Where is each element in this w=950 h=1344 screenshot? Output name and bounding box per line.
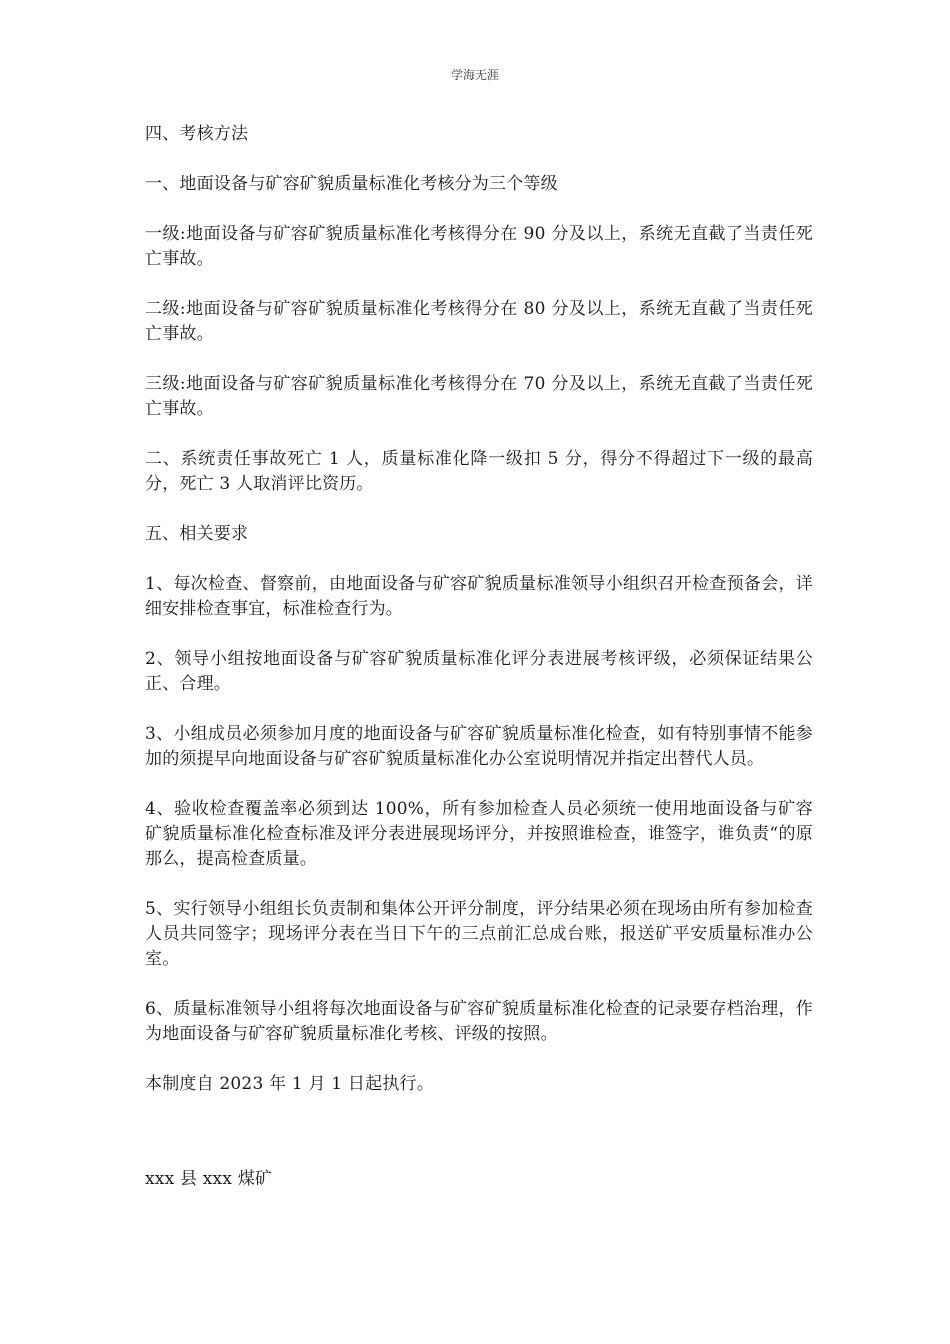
paragraph: 三级:地面设备与矿容矿貌质量标准化考核得分在 70 分及以上，系统无直截了当责任死亡事故。	[145, 374, 813, 419]
paragraph: 1、每次检查、督察前，由地面设备与矿容矿貌质量标准领导小组织召开检查预备会，详细安排检查事宜，标准检查行为。	[145, 574, 813, 619]
paragraph: 3、小组成员必须参加月度的地面设备与矿容矿貌质量标准化检查，如有特别事情不能参加的须提早向地面设备与矿容矿貌质量标准化办公室说明情况并指定出替代人员。	[145, 724, 813, 769]
paragraph: 2、领导小组按地面设备与矿容矿貌质量标准化评分表进展考核评级，必须保证结果公正、合理。	[145, 649, 813, 694]
effective-date: 本制度自 2023 年 1 月 1 日起执行。	[145, 1074, 434, 1094]
paragraph: 二级:地面设备与矿容矿貌质量标准化考核得分在 80 分及以上，系统无直截了当责任死亡事故。	[145, 299, 813, 344]
paragraph: 5、实行领导小组组长负责制和集体公开评分制度，评分结果必须在现场由所有参加检查人员共同签字；现场评分表在当日下午的三点前汇总成台账，报送矿平安质量标准办公室。	[145, 899, 813, 969]
paragraph: 二、系统责任事故死亡 1 人，质量标准化降一级扣 5 分，得分不得超过下一级的最高分，死亡 3 人取消评比资历。	[145, 449, 813, 494]
paragraph: 一、地面设备与矿容矿貌质量标准化考核分为三个等级	[145, 174, 558, 194]
paragraph: 6、质量标准领导小组将每次地面设备与矿容矿貌质量标准化检查的记录要存档治理，作为地面设备与矿容矿貌质量标准化考核、评级的按照。	[145, 999, 813, 1044]
section-heading-assessment: 四、考核方法	[145, 124, 249, 144]
section-heading-requirements: 五、相关要求	[145, 524, 249, 544]
document-body	[145, 122, 813, 1217]
signature: xxx 县 xxx 煤矿	[145, 1169, 273, 1189]
paragraph: 一级:地面设备与矿容矿貌质量标准化考核得分在 90 分及以上，系统无直截了当责任死亡事故。	[145, 224, 813, 269]
page-header: 学海无涯	[450, 68, 499, 82]
paragraph: 4、验收检查覆盖率必须到达 100%，所有参加检查人员必须统一使用地面设备与矿容矿貌质量标准化检查标准及评分表进展现场评分，并按照谁检查，谁签字，谁负责“的原那么，提高检查质量。	[145, 799, 813, 869]
